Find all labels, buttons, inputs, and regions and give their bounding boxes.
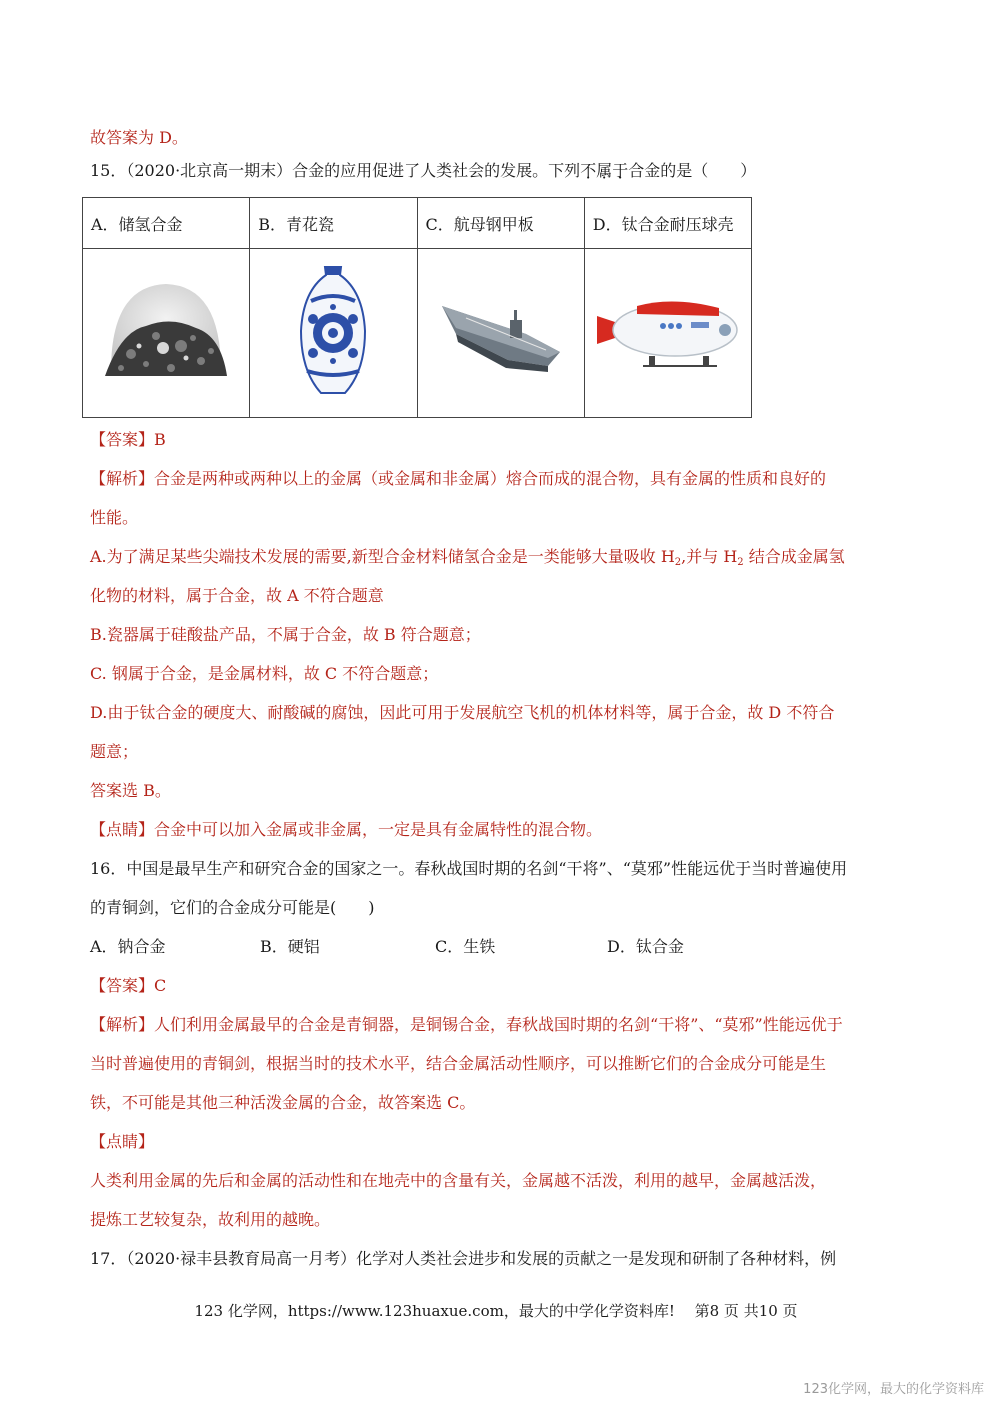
q15-option-d-explanation-1: D.由于钛合金的硬度大、耐酸碱的腐蚀，因此可用于发展航空飞机的机体材料等，属于合金，故 D 不符合: [90, 703, 835, 722]
question-15-suffix: 合金的是（ ）: [628, 161, 757, 180]
subscript: 2: [674, 557, 682, 568]
q15-analysis-line-1: [90, 468, 826, 490]
q15-option-d-explanation-2: 题意；: [90, 742, 139, 761]
emphasis-char: 属: [596, 161, 613, 180]
option-a-label: A．储氢合金: [83, 198, 250, 249]
question-15-stem: [90, 160, 756, 182]
analysis-tag: 【解析】: [90, 469, 155, 488]
q16-option-a: A．钠合金: [90, 937, 166, 956]
option-d-label: D．钛合金耐压球壳: [584, 198, 751, 249]
answer-tag: 【答案】: [90, 976, 155, 995]
options-table: [82, 197, 752, 418]
option-d-image-cell: [584, 249, 751, 418]
option-b-label: B．青花瓷: [250, 198, 417, 249]
question-15-prefix: （2020·北京高一期末）合金的应用促进了人类社会的发展。下列: [126, 161, 581, 180]
watermark: 123化学网，最大的化学资料库: [803, 1382, 984, 1397]
tip-tag: 【点睛】: [90, 820, 155, 839]
q15-tip-line: [90, 819, 602, 841]
question-16-stem-1: 16．中国是最早生产和研究合金的国家之一。春秋战国时期的名剑“干将”、“莫邪”性能远优于当时普遍使用: [90, 859, 848, 878]
q16-analysis-line-1: [90, 1014, 843, 1036]
option-c-label: C．航母钢甲板: [417, 198, 584, 249]
option-a-image-cell: [83, 249, 250, 418]
q16-analysis-line-2: 当时普遍使用的青铜剑，根据当时的技术水平，结合金属活动性顺序，可以推断它们的合金成分可能是生: [90, 1054, 827, 1073]
porcelain-vase-image: [293, 261, 373, 401]
q16-answer-line: [90, 975, 166, 997]
q15-option-b-explanation: B.瓷器属于硅酸盐产品，不属于合金，故 B 符合题意；: [90, 625, 481, 644]
q16-analysis-line-3: 铁，不可能是其他三种活泼金属的合金，故答案选 C。: [90, 1093, 476, 1112]
question-17-stem-1: 17．（2020·禄丰县教育局高一月考）化学对人类社会进步和发展的贡献之一是发现和研制了各种材料，例: [90, 1249, 837, 1268]
option-c-image-cell: [417, 249, 584, 418]
analysis-text: 人们利用金属最早的合金是青铜器，是铜锡合金，春秋战国时期的名剑“干将”、“莫邪”性能远优于: [154, 1015, 843, 1034]
explanation-text: 结合成金属氢: [743, 547, 845, 566]
q15-analysis-line-2: 性能。: [90, 508, 139, 527]
answer-tag: 【答案】: [90, 430, 155, 449]
analysis-tag: 【解析】: [90, 1015, 155, 1034]
aircraft-carrier-image: [436, 286, 566, 376]
q16-option-b: B．硬铝: [260, 937, 320, 956]
answer-value: B: [154, 430, 166, 449]
q16-tip-line-1: 人类利用金属的先后和金属的活动性和在地壳中的含量有关，金属越不活泼，利用的越早，金属越活泼，: [90, 1171, 827, 1190]
option-b-image-cell: [250, 249, 417, 418]
emphasis-char: 于: [612, 161, 629, 180]
q15-option-a-explanation-1: [90, 546, 845, 574]
tip-text: 合金中可以加入金属或非金属，一定是具有金属特性的混合物。: [154, 820, 603, 839]
emphasis-char: 不: [580, 161, 597, 180]
q15-final-answer: 答案选 B。: [90, 781, 171, 800]
subscript: 2: [737, 557, 744, 568]
explanation-text: ,并与 H: [681, 547, 738, 566]
q16-option-d: D．钛合金: [607, 937, 684, 956]
q16-option-c: C．生铁: [435, 937, 496, 956]
alloy-pile-image: [101, 276, 231, 386]
q15-answer-line: [90, 429, 166, 451]
q15-option-c-explanation: C. 钢属于合金，是金属材料，故 C 不符合题意；: [90, 664, 439, 683]
analysis-text: 合金是两种或两种以上的金属（或金属和非金属）熔合而成的混合物，具有金属的性质和良好的: [154, 469, 827, 488]
answer-value: C: [154, 976, 167, 995]
q16-tip-line-2: 提炼工艺较复杂，故利用的越晚。: [90, 1210, 331, 1229]
question-16-stem-2: 的青铜剑，它们的合金成分可能是( ): [90, 898, 375, 917]
q15-option-a-explanation-2: 化物的材料，属于合金，故 A 不符合题意: [90, 586, 384, 605]
q16-tip-tag: 【点睛】: [90, 1132, 155, 1151]
previous-answer-line: 故答案为 D。: [90, 128, 188, 147]
submarine-image: [593, 286, 743, 376]
question-15-number: 15．: [90, 161, 127, 180]
explanation-text: A.为了满足某些尖端技术发展的需要,新型合金材料储氢合金是一类能够大量吸收 H: [90, 547, 675, 566]
page-footer: 123 化学网，https://www.123huaxue.com，最大的中学化学资料库! 第8 页 共10 页: [194, 1302, 798, 1320]
